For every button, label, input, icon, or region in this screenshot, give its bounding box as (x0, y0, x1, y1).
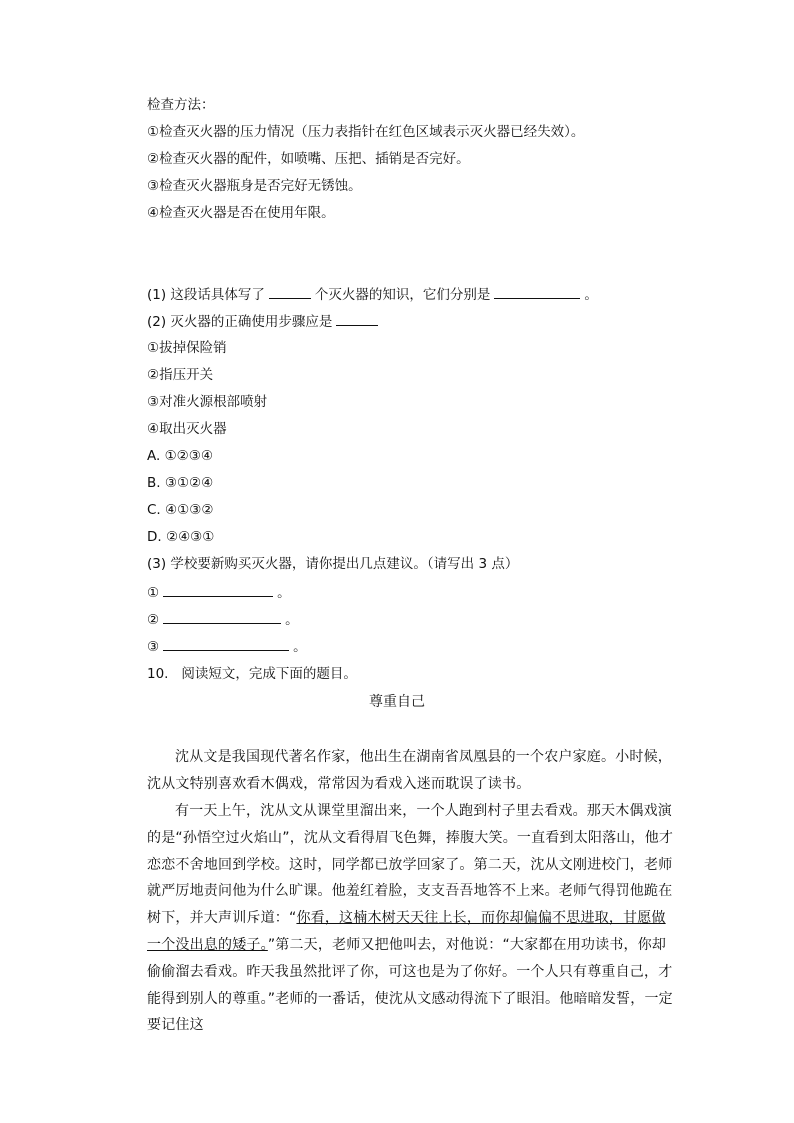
suggestion-mark: ③ (147, 639, 160, 655)
step-1: ①拔掉保险销 (147, 340, 227, 356)
suggestion-mark: ② (147, 612, 160, 628)
question-1-part-c: 。 (584, 287, 598, 303)
paragraph-2-text-b: ”第二天，老师又把他叫去，对他说：“大家都在用功读书，你却偷偷溜去看戏。昨天我虽然批评了你，可这也是为了你好。一个人只有尊重自己，才能得到别人的尊重。”老师的一番话，使沈从文感动得流下了眼泪。他暗暗发誓，一定要记住这 (147, 936, 673, 1034)
paragraph-2-text-a: 有一天上午，沈从文从课堂里溜出来，一个人跑到村子里去看戏。那天木偶戏演的是“孙悟空过火焰山”，沈从文看得眉飞色舞，捧腹大笑。一直看到太阳落山，他才恋恋不舍地回到学校。这时，同学都已放学回家了。第二天，沈从文刚进校门，老师就严厉地责问他为什么旷课。他羞红着脸，支支吾吾地答不上来。老师气得罚他跪在树下，并大声训斥道：“ (147, 803, 674, 927)
suggestion-1 (147, 583, 291, 602)
answer-blank[interactable] (163, 583, 273, 597)
suggestion-end: 。 (293, 639, 307, 655)
answer-blank[interactable] (163, 610, 281, 624)
suggestion-3 (147, 637, 307, 656)
article-paragraph-2 (147, 798, 677, 1039)
paragraph-1-text: 沈从文是我国现代著名作家，他出生在湖南省凤凰县的一个农户家庭。小时候，沈从文特别喜欢看木偶戏，常常因为看戏入迷而耽误了读书。 (147, 749, 672, 792)
question-10-text: 阅读短文，完成下面的题目。 (181, 666, 357, 682)
question-1 (147, 285, 598, 304)
question-3-stem: (3) 学校要新购买灭火器，请你提出几点建议。（请写出 3 点） (147, 556, 519, 572)
suggestion-2 (147, 610, 299, 629)
answer-blank[interactable] (494, 285, 580, 299)
answer-blank[interactable] (163, 637, 289, 651)
step-2: ②指压开关 (147, 367, 214, 383)
option-b: B. ③①②④ (147, 475, 214, 491)
option-d: D. ②④③① (147, 529, 215, 545)
question-2-stem: (2) 灭火器的正确使用步骤应是 (147, 314, 333, 330)
suggestion-end: 。 (277, 585, 291, 601)
option-c: C. ④①③② (147, 502, 214, 518)
check-item-2: ②检查灭火器的配件，如喷嘴、压把、插销是否完好。 (147, 151, 470, 167)
answer-blank[interactable] (269, 285, 311, 299)
answer-blank[interactable] (336, 312, 378, 326)
question-10-number: 10. (147, 666, 169, 682)
question-1-part-a: (1) 这段话具体写了 (147, 287, 265, 303)
article-paragraph-1 (147, 744, 677, 798)
check-item-4: ④检查灭火器是否在使用年限。 (147, 205, 335, 221)
question-10 (147, 665, 357, 683)
step-4: ④取出灭火器 (147, 421, 227, 437)
article-title: 尊重自己 (369, 694, 425, 710)
question-1-part-b: 个灭火器的知识，它们分别是 (314, 287, 491, 303)
question-2 (147, 312, 382, 331)
step-3: ③对准火源根部喷射 (147, 394, 268, 410)
underlined-quote: 你看，这楠木树天天往上长，而你却偏偏不思进取，甘愿做一个没出息的矮子。 (147, 910, 666, 953)
check-item-1: ①检查灭火器的压力情况（压力表指针在红色区域表示灭火器已经失效）。 (147, 124, 585, 140)
check-item-3: ③检查灭火器瓶身是否完好无锈蚀。 (147, 178, 362, 194)
suggestion-end: 。 (285, 612, 299, 628)
option-a: A. ①②③④ (147, 448, 213, 464)
check-heading: 检查方法： (147, 97, 215, 113)
suggestion-mark: ① (147, 585, 160, 601)
